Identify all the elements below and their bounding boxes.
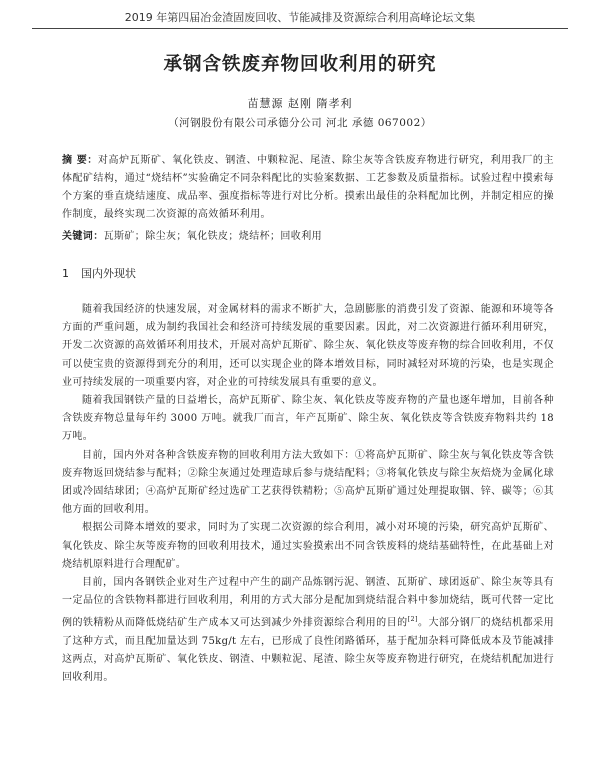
citation-ref[interactable]: [2] bbox=[407, 615, 418, 624]
paper-title: 承钢含铁废弃物回收利用的研究 bbox=[163, 54, 437, 75]
keywords bbox=[62, 228, 554, 246]
paragraph bbox=[62, 447, 554, 520]
keywords-label: 关键词： bbox=[62, 231, 104, 242]
abstract-text: 对高炉瓦斯矿、氧化铁皮、钢渣、中颗粒泥、尾渣、除尘灰等含铁废弃物进行研究，利用我厂的主体配矿结构，通过“烧结杯”实验确定不同杂料配比的实验案数据、工艺参数及质量指标。试验过程中摸索每个方案的垂直烧结速度、成品率、强度指标等进行对比分析。摸索出最佳的杂料配加比例，并制定相应的操作制度，最终实现二次资源的高效循环利用。 bbox=[62, 155, 554, 220]
abstract bbox=[62, 152, 554, 224]
section-title: 国内外现状 bbox=[81, 267, 136, 280]
paragraph-text: 。大部分钢厂的烧结机都采用了这种方式，而且配加量达到 75kg/t 左右，已形成了良性闭路循环，基于配加杂料可降低成本及节能减排这两点，对高炉瓦斯矿、氧化铁皮、钢渣、中颗粒泥、尾渣、除尘灰等废弃物进行研究，在烧结机配加进行回收利用。 bbox=[62, 617, 554, 684]
section-heading bbox=[62, 265, 136, 281]
paragraph-text: 目前，国内各钢铁企业对生产过程中产生的副产品炼钢污泥、钢渣、瓦斯矿、球团返矿、除尘灰等具有一定品位的含铁物料都进行回收利用，利用的方式大部分是配加到烧结混合料中参加烧结，既可代替一定比例的铁精粉从而降低烧结矿生产成本又可达到减少外排资源综合利用的目的 bbox=[62, 577, 554, 629]
paragraph bbox=[62, 301, 554, 392]
abstract-label: 摘 要： bbox=[62, 155, 98, 166]
affiliation: （河钢股份有限公司承德分公司 河北 承德 067002） bbox=[168, 117, 432, 129]
running-header: 2019 年第四届冶金渣固废回收、节能减排及资源综合利用高峰论坛文集 bbox=[124, 11, 476, 24]
paragraph bbox=[62, 519, 554, 574]
paragraph-text: 随着我国钢铁产量的日益增长，高炉瓦斯矿、除尘灰、氧化铁皮等废弃物的产量也逐年增加，目前各种含铁废弃物总量每年约 3000 万吨。就我厂而言，年产瓦斯矿、除尘灰、氧化铁皮等含铁废弃物料共约 18 万吨。 bbox=[62, 395, 554, 443]
section-body bbox=[62, 301, 554, 688]
keywords-text: 瓦斯矿；除尘灰；氧化铁皮；烧结杯；回收利用 bbox=[103, 231, 323, 242]
paragraph-text: 目前，国内外对各种含铁废弃物的回收利用方法大致如下：①将高炉瓦斯矿、除尘灰与氧化铁皮等含铁废弃物返回烧结参与配料；②除尘灰通过处理造球后参与烧结配料；③将氧化铁皮与除尘灰焙烧为金属化球团或冷固结球团；④高炉瓦斯矿经过选矿工艺获得铁精粉；⑤高炉瓦斯矿通过处理提取铟、锌、碳等；⑥其他方面的回收利用。 bbox=[62, 449, 554, 516]
paragraph bbox=[62, 574, 554, 688]
paragraph bbox=[62, 392, 554, 447]
header-rule bbox=[32, 28, 568, 29]
section-number: 1 bbox=[62, 267, 69, 280]
paragraph-text: 根据公司降本增效的要求，同时为了实现二次资源的综合利用，减小对环境的污染，研究高炉瓦斯矿、氧化铁皮、除尘灰等废弃物的回收利用技术，通过实验摸索出不同含铁废料的烧结基础特性，在此基础上对烧结机原料进行合理配矿。 bbox=[62, 522, 554, 570]
paragraph-text: 随着我国经济的快速发展，对金属材料的需求不断扩大，急剧膨胀的消费引发了资源、能源和环境等各方面的严重问题，成为制约我国社会和经济可持续发展的重要因素。因此，对二次资源进行循环利用研究，开发二次资源的高效循环利用技术，开展对高炉瓦斯矿、除尘灰、氧化铁皮等废弃物的综合回收利用，不仅可以使宝贵的资源得到充分的利用，还可以实现企业的降本增效目标，同时减轻对环境的污染，也是实现企业可持续发展的一项重要内容，对企业的可持续发展具有重要的意义。 bbox=[62, 304, 554, 388]
author-list: 苗慧源 赵刚 隋孝利 bbox=[247, 97, 353, 110]
